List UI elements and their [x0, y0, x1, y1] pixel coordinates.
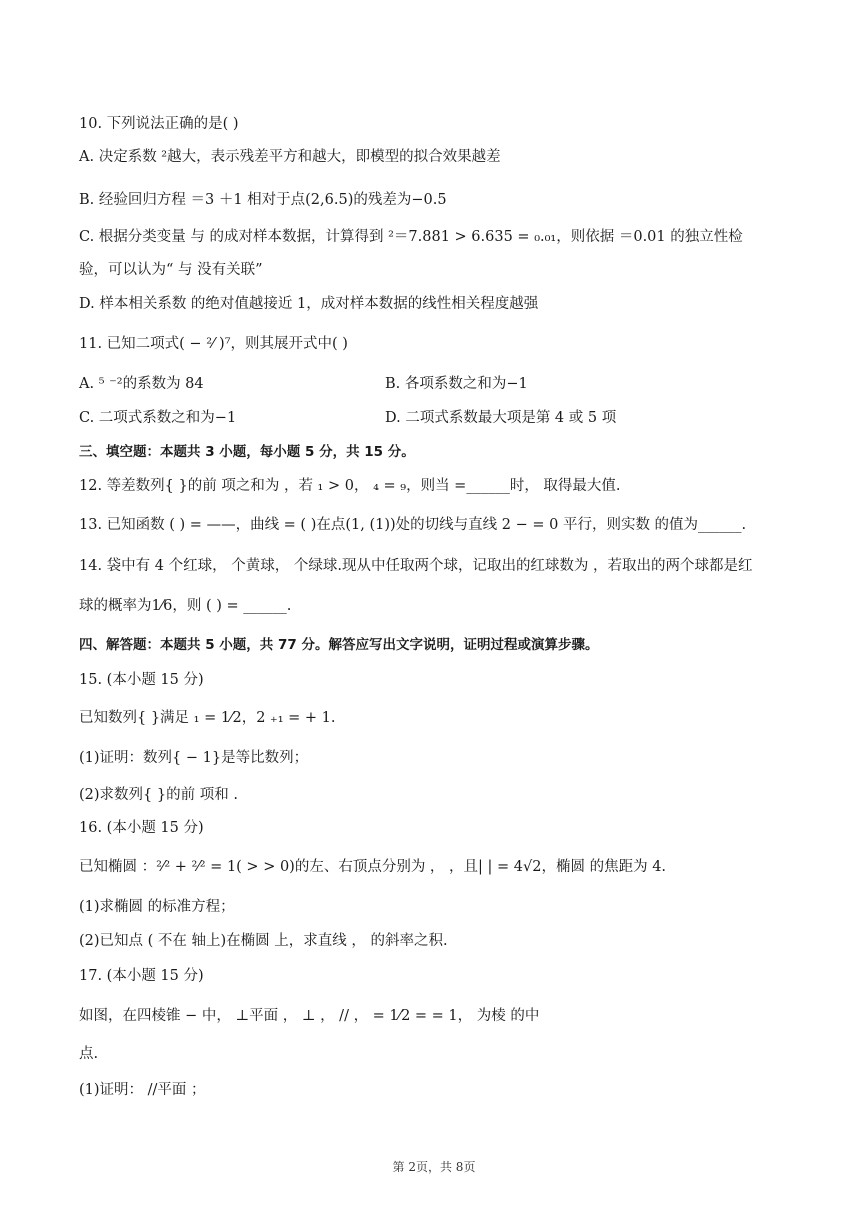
question-16-part-2: (2)已知点 ( 不在 轴上)在椭圆 上，求直线 ， 的斜率之积.	[79, 933, 448, 949]
question-11-option-a: A. ⁵ ⁻²的系数为 84	[79, 376, 204, 392]
question-13: 13. 已知函数 ( ) = ——，曲线 = ( )在点(1, (1))处的切线与直线 2 − = 0 平行，则实数 的值为______.	[79, 517, 747, 533]
question-16-heading: 16. (本小题 15 分)	[79, 820, 204, 836]
question-17-statement-line1: 如图，在四棱锥 − 中， ⊥平面 ， ⊥ ， // ， = 1⁄2 = = 1， 为棱 的中	[79, 1008, 540, 1024]
question-15-statement: 已知数列{ }满足 ₁ = 1⁄2，2 ₊₁ = + 1.	[79, 710, 336, 726]
question-11-option-d: D. 二项式系数最大项是第 4 或 5 项	[385, 410, 617, 426]
question-14-line2: 球的概率为1⁄6，则 ( ) = ______.	[79, 598, 292, 614]
question-10-option-a: A. 决定系数 ²越大，表示残差平方和越大，即模型的拟合效果越差	[79, 149, 501, 165]
page-footer: 第 2页，共 8页	[392, 1160, 476, 1174]
section-3-heading: 三、填空题：本题共 3 小题，每小题 5 分，共 15 分。	[79, 444, 415, 460]
question-17-statement-line2: 点.	[79, 1046, 99, 1062]
question-15-heading: 15. (本小题 15 分)	[79, 672, 204, 688]
question-16-part-1: (1)求椭圆 的标准方程；	[79, 899, 235, 915]
question-11-stem: 11. 已知二项式( − ²⁄ )⁷，则其展开式中( )	[79, 336, 348, 352]
question-15-part-2: (2)求数列{ }的前 项和 .	[79, 787, 238, 803]
question-10-option-c-line1: C. 根据分类变量 与 的成对样本数据，计算得到 ²＝7.881 > 6.635 = ₀.₀₁，则依据 ＝0.01 的独立性检	[79, 229, 743, 245]
question-15-part-1: (1)证明：数列{ − 1}是等比数列；	[79, 750, 309, 766]
question-10-option-c-line2: 验，可以认为“ 与 没有关联”	[79, 262, 263, 278]
question-17-part-1: (1)证明： //平面 ；	[79, 1082, 206, 1098]
question-17-heading: 17. (本小题 15 分)	[79, 968, 204, 984]
section-4-heading: 四、解答题：本题共 5 小题，共 77 分。解答应写出文字说明，证明过程或演算步骤。	[79, 637, 599, 653]
question-16-statement: 已知椭圆 ：²⁄² + ²⁄² = 1( > > 0)的左、右顶点分别为 ， ，且| | = 4√2，椭圆 的焦距为 4.	[79, 859, 667, 875]
question-10-stem: 10. 下列说法正确的是( )	[79, 116, 239, 132]
question-12: 12. 等差数列{ }的前 项之和为 ，若 ₁ > 0， ₄ = ₉，则当 =______时， 取得最大值.	[79, 478, 621, 494]
question-10-option-d: D. 样本相关系数 的绝对值越接近 1，成对样本数据的线性相关程度越强	[79, 296, 539, 312]
question-14-line1: 14. 袋中有 4 个红球， 个黄球， 个绿球.现从中任取两个球，记取出的红球数为 ，若取出的两个球都是红	[79, 558, 753, 574]
question-11-option-b: B. 各项系数之和为−1	[385, 376, 528, 392]
question-10-option-b: B. 经验回归方程 ＝3 ＋1 相对于点(2,6.5)的残差为−0.5	[79, 192, 447, 208]
question-11-option-c: C. 二项式系数之和为−1	[79, 410, 237, 426]
